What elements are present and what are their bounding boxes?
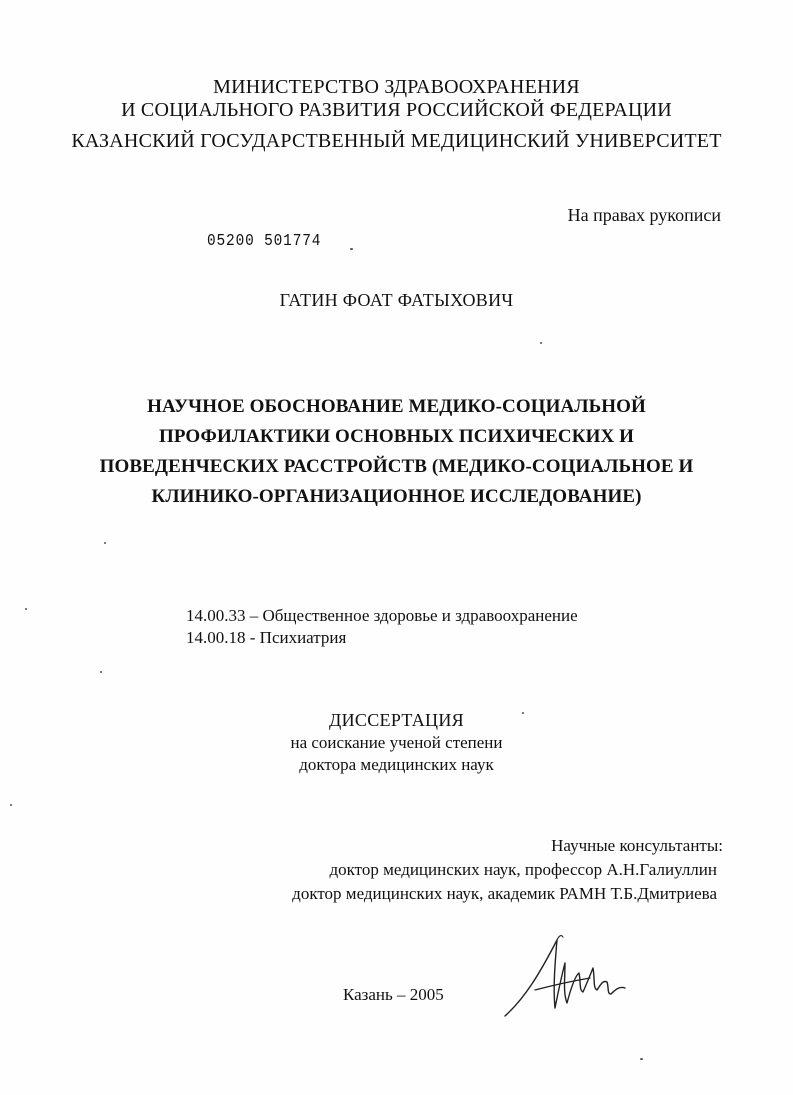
manuscript-rights: На правах рукописи [567,205,721,225]
scan-speck [104,542,106,544]
title-line: ПОВЕДЕНЧЕСКИХ РАССТРОЙСТВ (МЕДИКО-СОЦИАЛЬНОЕ И [99,456,694,477]
scan-speck [100,671,102,673]
ministry-line-2: И СОЦИАЛЬНОГО РАЗВИТИЯ РОССИЙСКОЙ ФЕДЕРАЦИИ [121,99,672,121]
scan-speck [540,342,542,344]
title-line: НАУЧНОЕ ОБОСНОВАНИЕ МЕДИКО-СОЦИАЛЬНОЙ [147,396,646,417]
consultant-1: доктор медицинских наук, профессор А.Н.Галиуллин [329,860,717,879]
dissertation-title [0,392,793,512]
scan-speck [350,248,353,250]
ministry-line-1: МИНИСТЕРСТВО ЗДРАВООХРАНЕНИЯ [213,76,580,98]
scan-speck [25,608,27,610]
degree-line-2: доктора медицинских наук [299,755,494,774]
author-name: ГАТИН ФОАТ ФАТЫХОВИЧ [279,290,514,310]
dissertation-heading: ДИССЕРТАЦИЯ [329,710,464,730]
degree-line-1: на соискание ученой степени [290,733,503,752]
consultants-heading: Научные консультанты: [551,836,723,855]
signature [495,928,645,1028]
university-name: КАЗАНСКИЙ ГОСУДАРСТВЕННЫЙ МЕДИЦИНСКИЙ УНИВЕРСИТЕТ [71,130,722,152]
title-line: КЛИНИКО-ОРГАНИЗАЦИОННОЕ ИССЛЕДОВАНИЕ) [151,486,642,507]
scan-speck [640,1058,643,1060]
specialty-public-health: 14.00.33 – Общественное здоровье и здравоохранение [186,606,578,625]
scan-speck [10,804,12,806]
catalog-number: 05200 501774 [207,232,322,251]
city-year: Казань – 2005 [343,985,444,1004]
specialty-psychiatry: 14.00.18 - Психиатрия [186,628,347,647]
consultant-2: доктор медицинских наук, академик РАМН Т.Б.Дмитриева [292,884,717,903]
title-line: ПРОФИЛАКТИКИ ОСНОВНЫХ ПСИХИЧЕСКИХ И [158,426,635,447]
scan-speck [522,712,524,714]
ministry-header [0,76,793,122]
